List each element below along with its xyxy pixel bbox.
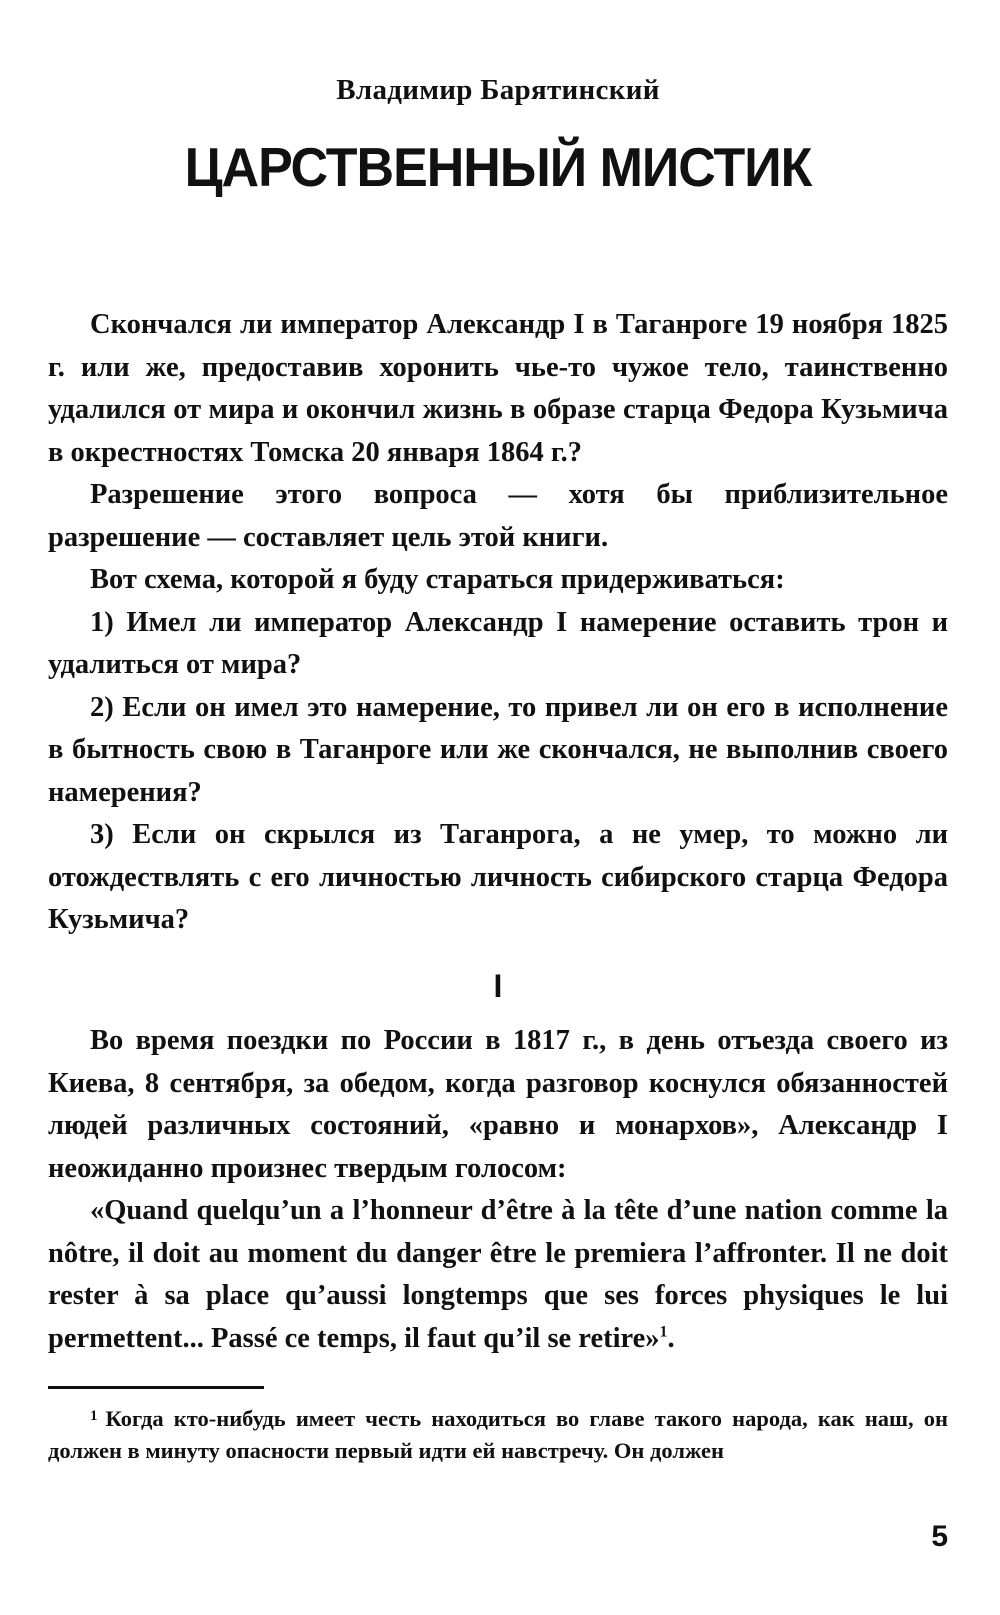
quote-paragraph bbox=[48, 1190, 948, 1360]
footnote-reference[interactable]: 1 bbox=[659, 1323, 668, 1340]
book-page bbox=[48, 0, 948, 1615]
section-text bbox=[48, 1020, 948, 1360]
footnote bbox=[48, 1400, 948, 1467]
french-quote: «Quand quelqu’un a l’honneur d’être à la tête d’une nation comme la nôtre, il doit au moment du danger être le premiera l’affronter. Il ne doit rester à sa place qu’aussi longtemps que ses forces physiques le lui permettent... Passé ce temps, il faut qu’il se retire» bbox=[48, 1195, 948, 1354]
page-number: 5 bbox=[931, 1520, 948, 1553]
chapter-title: ЦАРСТВЕННЫЙ МИСТИК bbox=[184, 137, 812, 199]
intro-text bbox=[48, 304, 948, 942]
paragraph: Вот схема, которой я буду стараться придерживаться: bbox=[90, 564, 785, 595]
question-1: 1) Имел ли император Александр I намерение оставить трон и удалиться от мира? bbox=[48, 606, 948, 680]
question-3: 3) Если он скрылся из Таганрога, а не умер, то можно ли отождествлять с его личностью личность сибирского старца Федора Кузьмича? bbox=[48, 819, 948, 935]
footnote-divider bbox=[48, 1386, 264, 1389]
quote-period: . bbox=[667, 1322, 675, 1354]
paragraph: Во время поездки по России в 1817 г., в день отъезда своего из Киева, 8 сентября, за обедом, когда разговор коснулся обязанностей людей различных состояний, «равно и монархов», Александр I неожиданно произнес твердым голосом: bbox=[48, 1025, 948, 1184]
section-numeral: I bbox=[493, 968, 503, 1004]
paragraph: Скончался ли император Александр I в Таганроге 19 ноября 1825 г. или же, предоставив хоронить чье-то чужое тело, таинственно удалился от мира и окончил жизнь в образе старца Федора Кузьмича в окрестностях Томска 20 января 1864 г.? bbox=[48, 309, 948, 468]
footnote-mark: 1 bbox=[90, 1408, 98, 1424]
author-name: Владимир Барятинский bbox=[336, 74, 660, 106]
question-2: 2) Если он имел это намерение, то привел ли он его в исполнение в бытность свою в Таганроге или же скончался, не выполнив своего намерения? bbox=[48, 691, 948, 808]
paragraph: Разрешение этого вопроса — хотя бы приблизительное разрешение — составляет цель этой книги. bbox=[48, 479, 948, 553]
footnote-text: Когда кто-нибудь имеет честь находиться во главе такого народа, как наш, он должен в минуту опасности первый идти ей навстречу. Он должен bbox=[48, 1406, 948, 1463]
